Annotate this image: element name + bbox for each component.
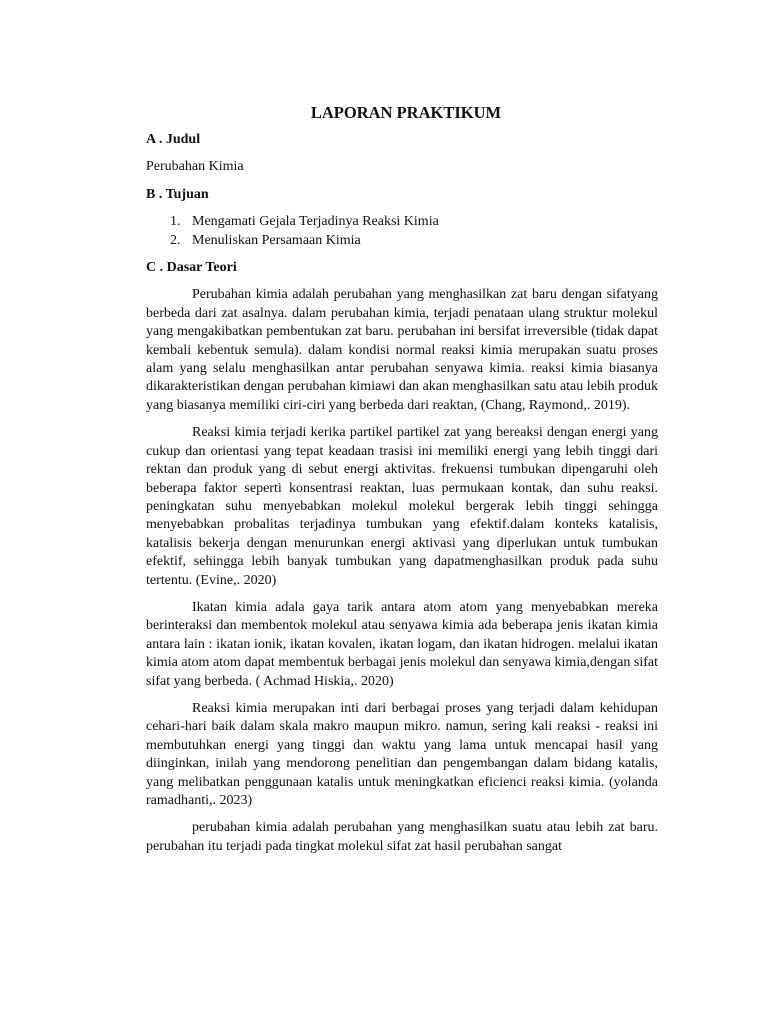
objectives-list [146,213,658,250]
section-a-heading: A . Judul [146,132,201,147]
theory-paragraph: perubahan kimia adalah perubahan yang menghasilkan suatu atau lebih zat baru. perubahan itu terjadi pada tingkat molekul sifat zat hasil perubahan sangat [146,820,658,854]
document-title: LAPORAN PRAKTIKUM [310,103,502,122]
list-item [146,232,658,250]
theory-paragraph: Reaksi kimia terjadi kerika partikel partikel zat yang bereaksi dengan energi yang cukup dan orientasi yang tepat keadaan trasisi ini memiliki energi yang lebih tinggi dari rektan dan produk yang di sebut energi aktivitas. frekuensi tumbukan dipengaruhi oleh beberapa faktor seperti konsentrasi reaktan, luas permukaan kontak, dan suhu reaksi. peningkatan suhu menyebabkan molekul molekul bergerak lebih tinggi sehingga menyebabkan probalitas terjadinya tumbukan yang efektif.dalam konteks katalisis, katalisis bekerja dengan menurunkan energi aktivasi yang diperlukan untuk tumbukan efektif, sehingga lebih banyak tumbukan yang dapatmenghasilkan produk pada suhu tertentu. (Evine,. 2020) [146,425,658,588]
document-page [146,102,658,865]
theory-paragraph: Reaksi kimia merupakan inti dari berbagai proses yang terjadi dalam kehidupan cehari-hari baik dalam skala makro maupun mikro. namun, sering kali reaksi - reaksi ini membutuhkan energi yang tinggi dan waktu yang lama untuk mencapai hasil yang diinginkan, inilah yang mendorong penelitian dan pengembangan dalam bidang katalis, yang melibatkan penggunaan katalis untuk meningkatkan eficienci reaksi kimia. (yolanda ramadhanti,. 2023) [146,700,658,808]
list-item-text: Mengamati Gejala Terjadinya Reaksi Kimia [192,214,439,230]
section-b-heading: B . Tujuan [146,186,209,202]
theory-paragraph: Perubahan kimia adalah perubahan yang menghasilkan zat baru dengan sifatyang berbeda dari zat asalnya. dalam perubahan kimia, terjadi penataan ulang struktur molekul yang mengakibatkan pembentukan zat baru. perubahan ini bersifat irreversible (tidak dapat kembali kebentuk semula). dalam kondisi normal reaksi kimia merupakan suatu proses alam yang selalu menghasilkan antar perubahan senyawa kimia. reaksi kimia biasanya dikarakteristikan dengan perubahan kimiawi dan akan menghasilkan satu atau lebih produk yang biasanya memiliki ciri-ciri yang berbeda dari reaktan, (Chang, Raymond,. 2019). [146,287,658,413]
list-item-text: Menuliskan Persamaan Kimia [192,232,361,248]
section-c-heading: C . Dasar Teori [146,260,237,276]
theory-paragraph: Ikatan kimia adala gaya tarik antara atom atom yang menyebabkan mereka berinteraksi dan membentok molekul atau senyawa kimia ada beberapa jenis ikatan kimia antara lain : ikatan ionik, ikatan kovalen, ikatan logam, dan ikatan hidrogen. melalui ikatan kimia atom atom dapat membentuk berbagai jenis molekul dan senyawa kimia,dengan sifat sifat yang berbeda. ( Achmad Hiskia,. 2020) [146,599,658,689]
list-item-number: 1. [170,214,181,230]
list-item [146,213,658,231]
list-item-number: 2. [170,232,181,248]
section-a-text: Perubahan Kimia [146,159,244,175]
